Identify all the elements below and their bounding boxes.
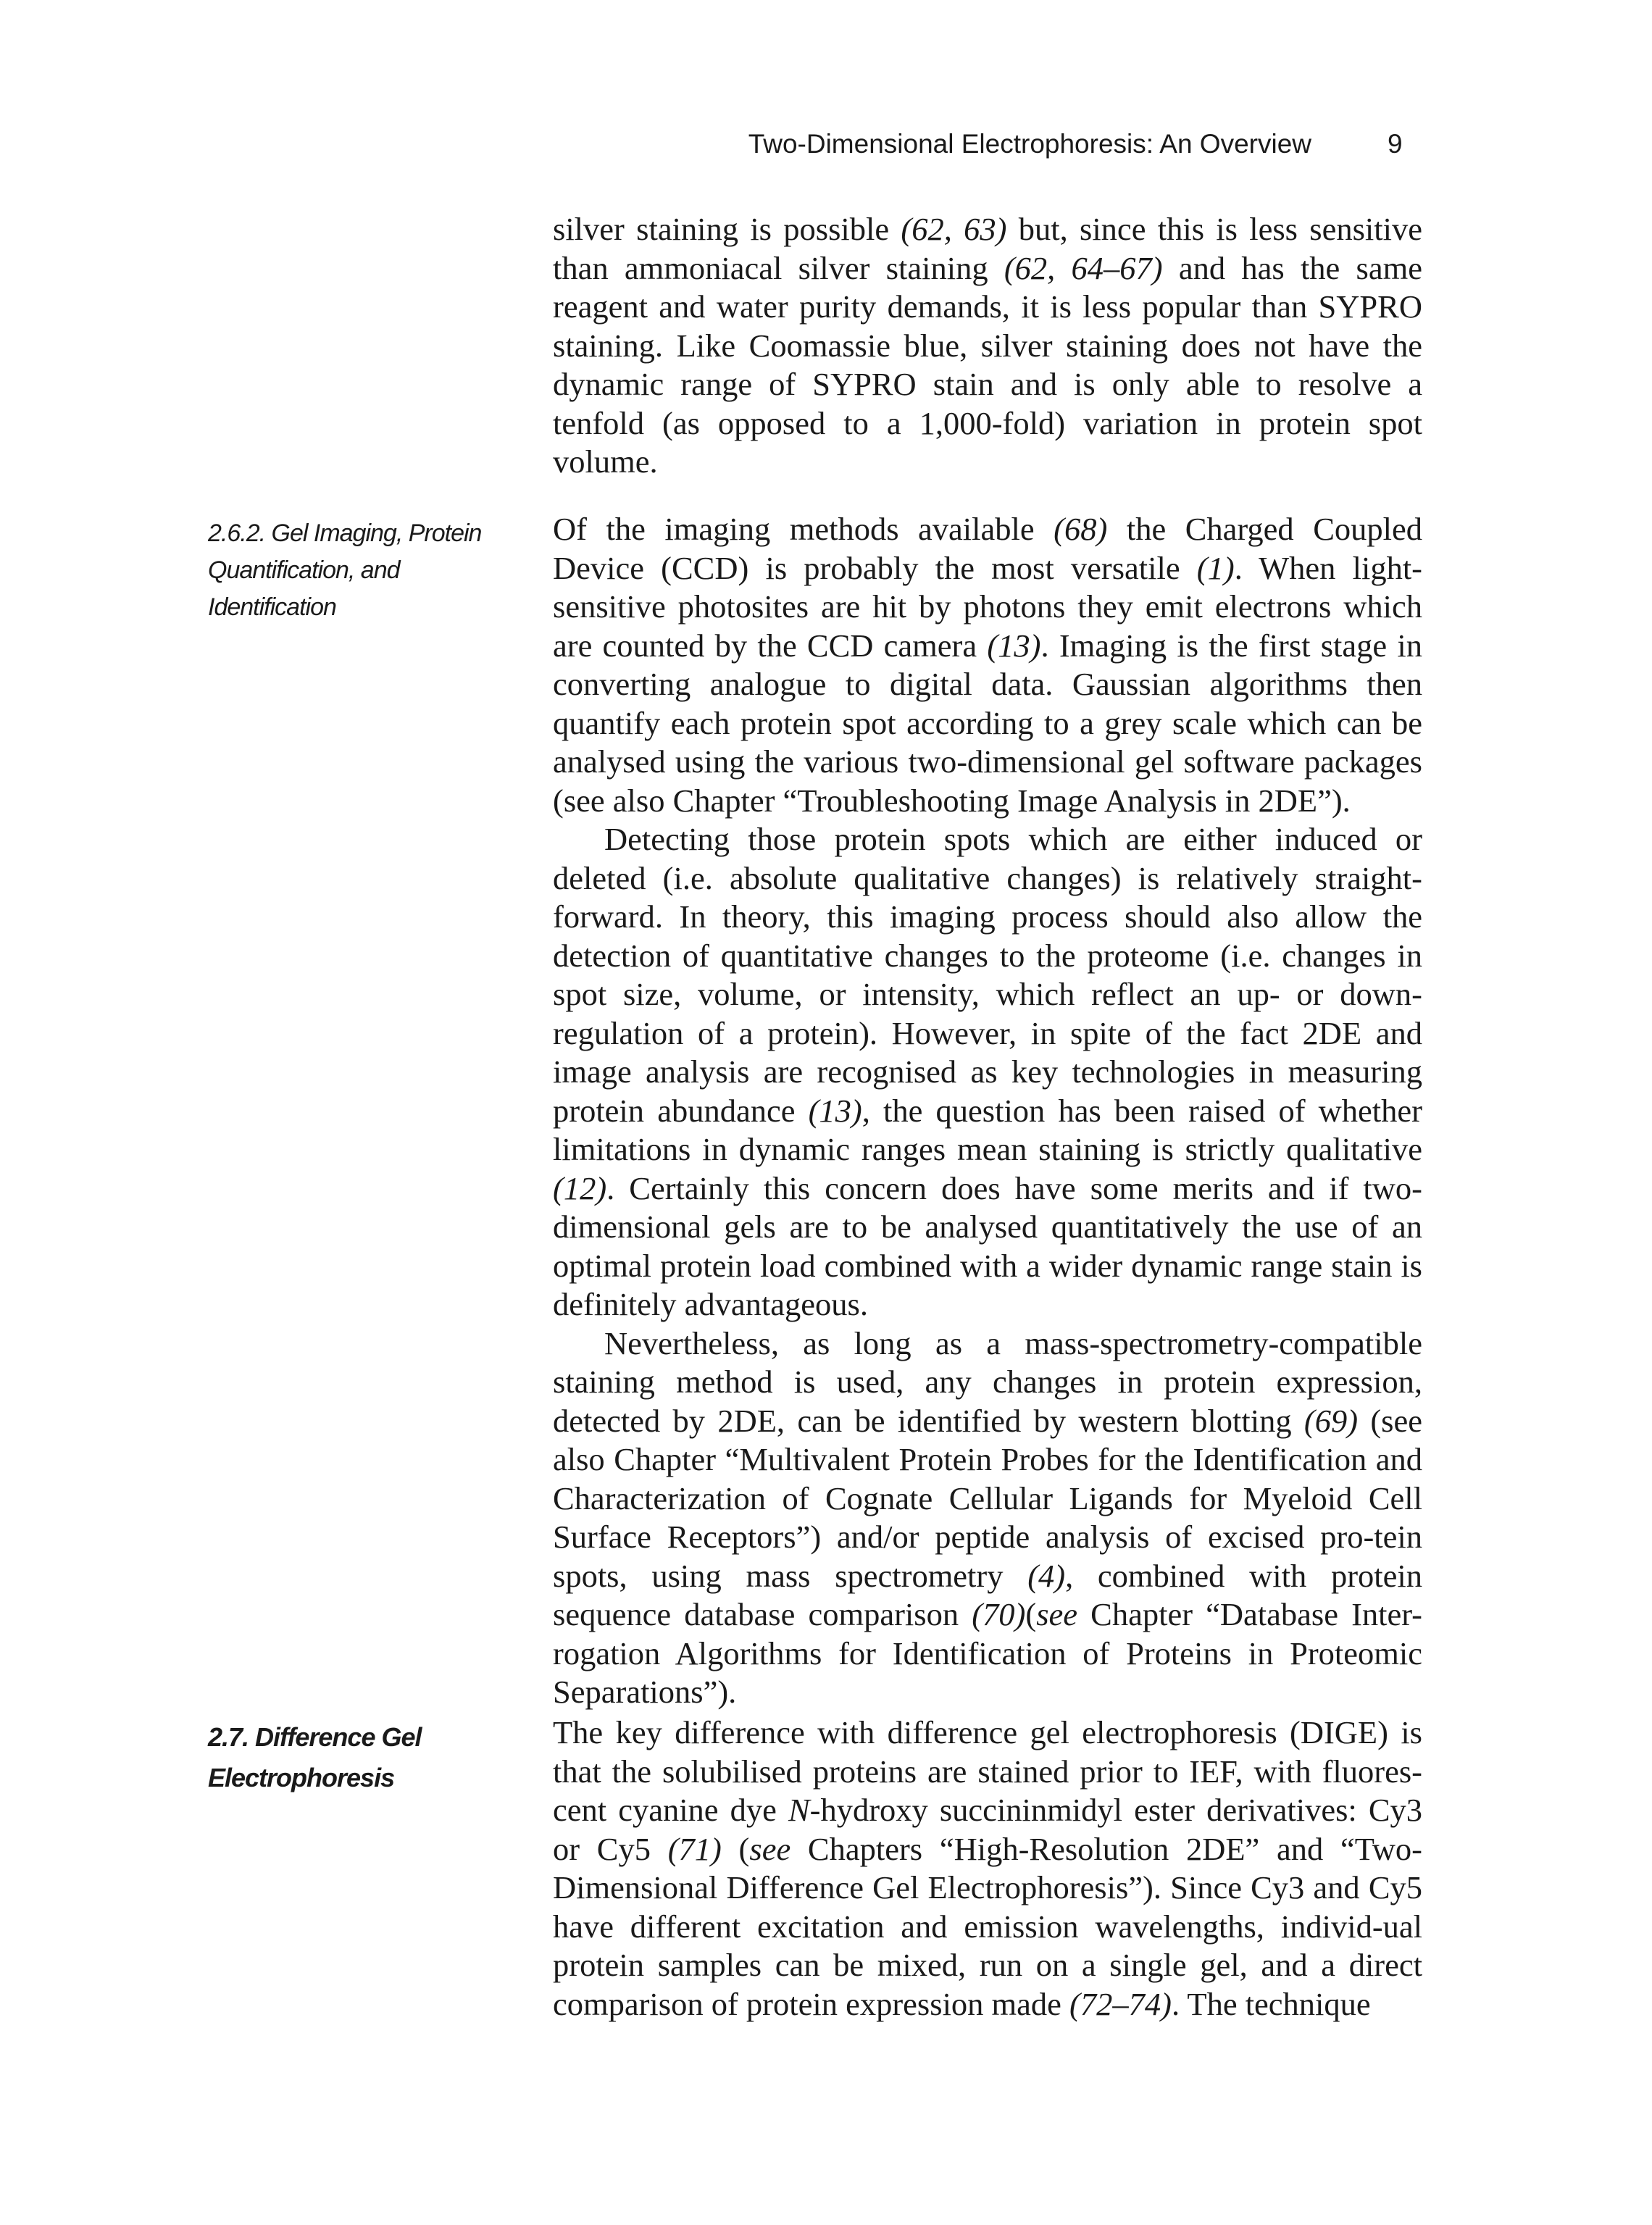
paragraph-nevertheless: Nevertheless, as long as a mass-spectrometry-compatible staining method is used, any changes in protein expression, detected by 2DE, can be identified by western blotting (69) (see also Chapter “Multivalent Protein Probes for the Identification and Characterization of Cognate Cellular Ligands for Myeloid Cell Surface Receptors”) and/or peptide analysis of excised pro-tein spots, using mass spectrometry (4), combined with protein sequence database comparison (70)(see Chapter “Database Inter-rogation Algorithms for Identification of Proteins in Proteomic Separations”). [553,1324,1423,1710]
running-title: Two-Dimensional Electrophoresis: An Overview [748,129,1311,159]
paragraph-dige: The key difference with difference gel electrophoresis (DIGE) is that the solubilised proteins are stained prior to IEF, with fluores-cent cyanine dye N-hydroxy succininmidyl ester derivatives: Cy3 or Cy5 (71) (see Chapters “High-Resolution 2DE” and “Two-Dimensional Difference Gel Electrophoresis”). Since Cy3 and Cy5 have different excitation and emission wavelengths, individ-ual protein samples can be mixed, run on a single gel, and a direct comparison of protein expression made (72–74). The technique [553,1714,1423,2022]
citation: (70) [972,1596,1026,1632]
paragraph-silver-staining: silver staining is possible (62, 63) but, since this is less sensitive than ammoniacal silver staining (62, 64–67) and has the same reagent and water purity demands, it is less popular than SYPRO staining. Like Coomassie blue, silver staining does not have the dynamic range of SYPRO stain and is only able to resolve a tenfold (as opposed to a 1,000-fold) variation in protein spot volume. [553,211,1422,480]
citation: (1) [1196,549,1235,586]
citation: (71) [667,1830,722,1867]
citation: (13) [808,1092,862,1129]
paragraph-imaging-methods: Of the imaging methods available (68) the Charged Coupled Device (CCD) is probably the most versatile (1). When light-sensitive photosites are hit by photons they emit electrons which are counted by the CCD camera (13). Imaging is the first stage in converting analogue to digital data. Gaussian algorithms then quantify each protein spot according to a grey scale which can be analysed using the various two-dimensional gel software packages (see also Chapter “Troubleshooting Image Analysis in 2DE”). [553,511,1422,819]
section-heading-2-6-2: 2.6.2. Gel Imaging, Protein Quantification, and Identification [208,519,482,621]
page-number: 9 [1388,129,1403,159]
citation: (4) [1027,1557,1066,1594]
section-body-2-6-2 [553,510,1422,1712]
citation: (62, 63) [901,211,1007,247]
continuation-block [553,210,1422,482]
section-body-2-7 [553,1713,1422,2024]
citation: (72–74) [1069,1985,1172,2022]
citation: (13) [987,627,1041,664]
citation: (12) [553,1169,607,1206]
paragraph-detecting-spots: Detecting those protein spots which are either induced or deleted (i.e. absolute qualitative changes) is relatively straight-forward. In theory, this imaging process should also allow the detection of quantitative changes to the proteome (i.e. changes in spot size, volume, or intensity, which reflect an up- or down-regulation of a protein). However, in spite of the fact 2DE and image analysis are recognised as key technologies in measuring protein abundance (13), the question has been raised of whether limitations in dynamic ranges mean staining is strictly qualitative (12). Certainly this concern does have some merits and if two-dimensional gels are to be analysed quantitatively the use of an optimal protein load combined with a wider dynamic range stain is definitely advantageous. [553,821,1422,1322]
running-header [0,129,1652,172]
section-heading-2-7: 2.7. Difference Gel Electrophoresis [208,1722,422,1792]
citation: (62, 64–67) [1004,249,1163,286]
citation: (68) [1054,511,1108,547]
citation: (69) [1303,1402,1359,1439]
